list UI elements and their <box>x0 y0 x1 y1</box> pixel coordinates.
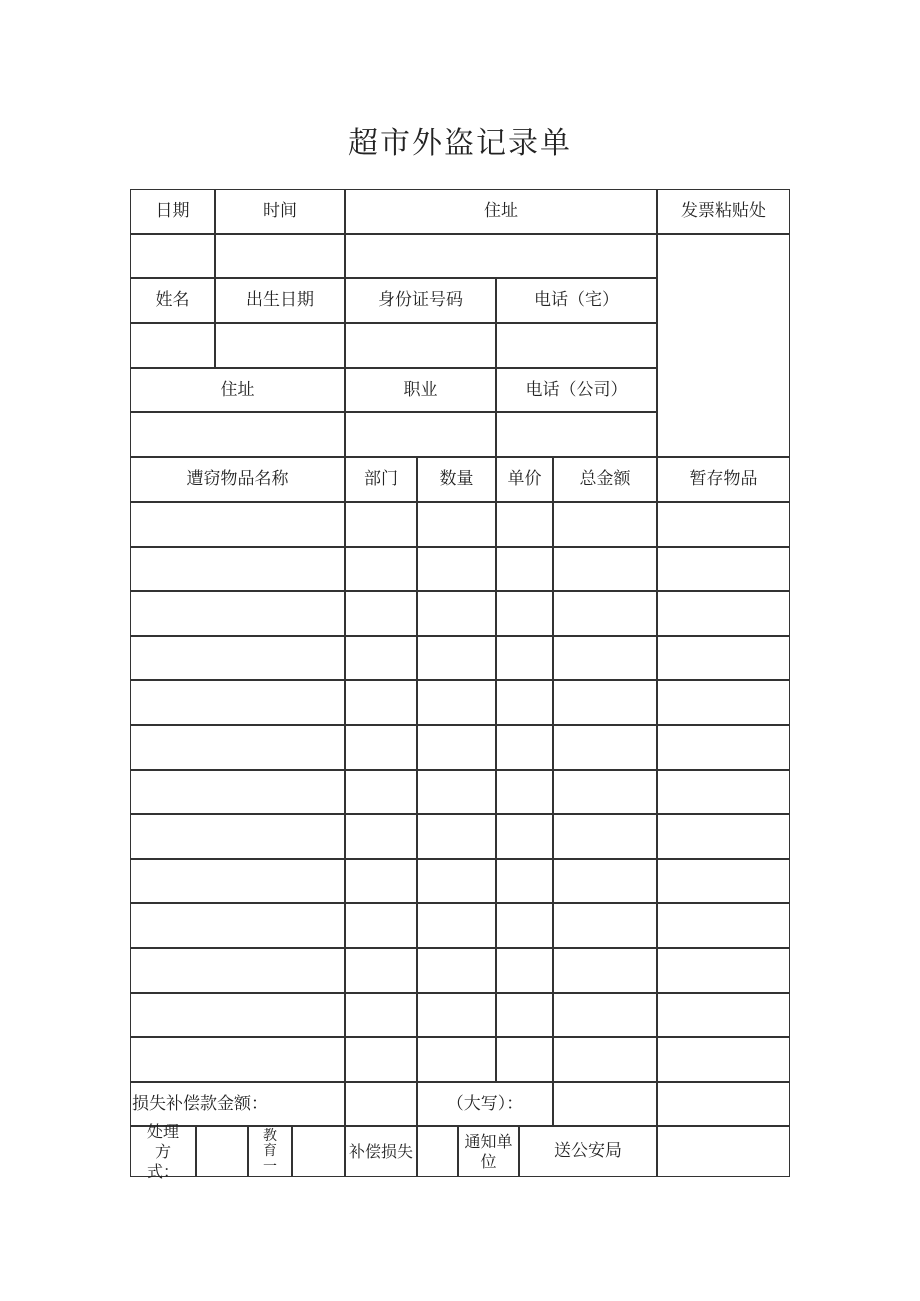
label-compensate-loss <box>345 1126 417 1177</box>
item-name-cell[interactable] <box>130 859 345 903</box>
label-person-address: 住址 <box>130 368 345 412</box>
col-unit-price: 单价 <box>496 457 553 502</box>
item-name-cell[interactable] <box>130 948 345 993</box>
held-items-cell[interactable] <box>657 725 790 770</box>
department-cell[interactable] <box>345 814 417 859</box>
department-cell[interactable] <box>345 591 417 636</box>
quantity-cell[interactable] <box>417 1037 496 1082</box>
held-items-cell[interactable] <box>657 770 790 814</box>
item-name-cell[interactable] <box>130 814 345 859</box>
quantity-cell[interactable] <box>417 725 496 770</box>
item-name-cell[interactable] <box>130 591 345 636</box>
header-invoice: 发票粘贴处 <box>657 189 790 234</box>
held-items-cell[interactable] <box>657 948 790 993</box>
item-name-cell[interactable] <box>130 636 345 680</box>
total-amount-cell[interactable] <box>553 770 657 814</box>
notify-text: 通知单位 <box>464 1131 513 1171</box>
label-handling-method <box>130 1121 196 1181</box>
label-phone-company: 电话（公司） <box>496 368 657 412</box>
quantity-cell[interactable] <box>417 770 496 814</box>
handling-method-text: 处理方式： <box>146 1121 179 1181</box>
col-quantity: 数量 <box>417 457 496 502</box>
department-cell[interactable] <box>345 859 417 903</box>
unit-price-cell[interactable] <box>496 903 553 948</box>
page-title: 超市外盗记录单 <box>348 126 572 161</box>
unit-price-cell[interactable] <box>496 770 553 814</box>
header-date: 日期 <box>130 189 215 234</box>
label-occupation: 职业 <box>345 368 496 412</box>
education-text: 教育一 <box>263 1128 277 1175</box>
quantity-cell[interactable] <box>417 814 496 859</box>
col-total-amount: 总金额 <box>553 457 657 502</box>
unit-price-cell[interactable] <box>496 1037 553 1082</box>
col-department: 部门 <box>345 457 417 502</box>
unit-price-cell[interactable] <box>496 814 553 859</box>
total-amount-cell[interactable] <box>553 993 657 1037</box>
quantity-cell[interactable] <box>417 859 496 903</box>
label-education <box>248 1126 292 1177</box>
department-cell[interactable] <box>345 993 417 1037</box>
unit-price-cell[interactable] <box>496 591 553 636</box>
quantity-cell[interactable] <box>417 948 496 993</box>
held-items-cell[interactable] <box>657 993 790 1037</box>
quantity-cell[interactable] <box>417 547 496 591</box>
unit-price-cell[interactable] <box>496 859 553 903</box>
label-capital-amount: （大写）： <box>417 1082 553 1126</box>
date-field[interactable] <box>130 234 215 278</box>
phone-home-field[interactable] <box>496 323 657 368</box>
held-items-cell[interactable] <box>657 547 790 591</box>
item-name-cell[interactable] <box>130 993 345 1037</box>
total-amount-cell[interactable] <box>553 903 657 948</box>
total-amount-cell[interactable] <box>553 1037 657 1082</box>
department-cell[interactable] <box>345 680 417 725</box>
time-field[interactable] <box>215 234 345 278</box>
quantity-cell[interactable] <box>417 993 496 1037</box>
held-items-cell[interactable] <box>657 814 790 859</box>
theft-record-form <box>130 189 790 1181</box>
send-police-checkbox[interactable] <box>657 1126 790 1177</box>
total-amount-cell[interactable] <box>553 859 657 903</box>
quantity-cell[interactable] <box>417 591 496 636</box>
education-checkbox[interactable] <box>292 1126 345 1177</box>
header-time: 时间 <box>215 189 345 234</box>
phone-company-field[interactable] <box>496 412 657 457</box>
compensation-extra-field[interactable] <box>657 1082 790 1126</box>
total-amount-cell[interactable] <box>553 725 657 770</box>
total-amount-cell[interactable] <box>553 591 657 636</box>
department-cell[interactable] <box>345 547 417 591</box>
handling-method-checkbox[interactable] <box>196 1126 248 1177</box>
department-cell[interactable] <box>345 948 417 993</box>
occupation-field[interactable] <box>345 412 496 457</box>
invoice-area[interactable] <box>657 234 790 457</box>
total-amount-cell[interactable] <box>553 636 657 680</box>
label-send-police: 送公安局 <box>519 1126 657 1177</box>
person-address-field[interactable] <box>130 412 345 457</box>
quantity-cell[interactable] <box>417 636 496 680</box>
unit-price-cell[interactable] <box>496 993 553 1037</box>
held-items-cell[interactable] <box>657 680 790 725</box>
held-items-cell[interactable] <box>657 903 790 948</box>
held-items-cell[interactable] <box>657 859 790 903</box>
held-items-cell[interactable] <box>657 502 790 547</box>
department-cell[interactable] <box>345 1037 417 1082</box>
header-address: 住址 <box>345 189 657 234</box>
item-name-cell[interactable] <box>130 725 345 770</box>
total-amount-cell[interactable] <box>553 680 657 725</box>
unit-price-cell[interactable] <box>496 547 553 591</box>
item-name-cell[interactable] <box>130 903 345 948</box>
quantity-cell[interactable] <box>417 903 496 948</box>
label-name: 姓名 <box>130 278 215 323</box>
held-items-cell[interactable] <box>657 591 790 636</box>
department-cell[interactable] <box>345 725 417 770</box>
label-notify-unit <box>458 1126 519 1177</box>
total-amount-cell[interactable] <box>553 502 657 547</box>
id-number-field[interactable] <box>345 323 496 368</box>
label-birth-date: 出生日期 <box>215 278 345 323</box>
unit-price-cell[interactable] <box>496 502 553 547</box>
name-field[interactable] <box>130 323 215 368</box>
department-cell[interactable] <box>345 903 417 948</box>
compensation-amount-field[interactable] <box>345 1082 417 1126</box>
compensate-checkbox[interactable] <box>417 1126 458 1177</box>
unit-price-cell[interactable] <box>496 725 553 770</box>
capital-amount-field[interactable] <box>553 1082 657 1126</box>
address-field[interactable] <box>345 234 657 278</box>
col-held-items: 暂存物品 <box>657 457 790 502</box>
total-amount-cell[interactable] <box>553 948 657 993</box>
unit-price-cell[interactable] <box>496 948 553 993</box>
label-id-number: 身份证号码 <box>345 278 496 323</box>
total-amount-cell[interactable] <box>553 814 657 859</box>
held-items-cell[interactable] <box>657 636 790 680</box>
department-cell[interactable] <box>345 636 417 680</box>
total-amount-cell[interactable] <box>553 547 657 591</box>
department-cell[interactable] <box>345 770 417 814</box>
held-items-cell[interactable] <box>657 1037 790 1082</box>
quantity-cell[interactable] <box>417 680 496 725</box>
item-name-cell[interactable] <box>130 680 345 725</box>
col-item-name: 遭窃物品名称 <box>130 457 345 502</box>
compensate-text: 补偿损失 <box>349 1141 414 1161</box>
quantity-cell[interactable] <box>417 502 496 547</box>
unit-price-cell[interactable] <box>496 680 553 725</box>
item-name-cell[interactable] <box>130 502 345 547</box>
item-name-cell[interactable] <box>130 770 345 814</box>
unit-price-cell[interactable] <box>496 636 553 680</box>
label-compensation-amount: 损失补偿款金额： <box>130 1082 345 1126</box>
label-phone-home: 电话（宅） <box>496 278 657 323</box>
item-name-cell[interactable] <box>130 1037 345 1082</box>
department-cell[interactable] <box>345 502 417 547</box>
birth-date-field[interactable] <box>215 323 345 368</box>
item-name-cell[interactable] <box>130 547 345 591</box>
